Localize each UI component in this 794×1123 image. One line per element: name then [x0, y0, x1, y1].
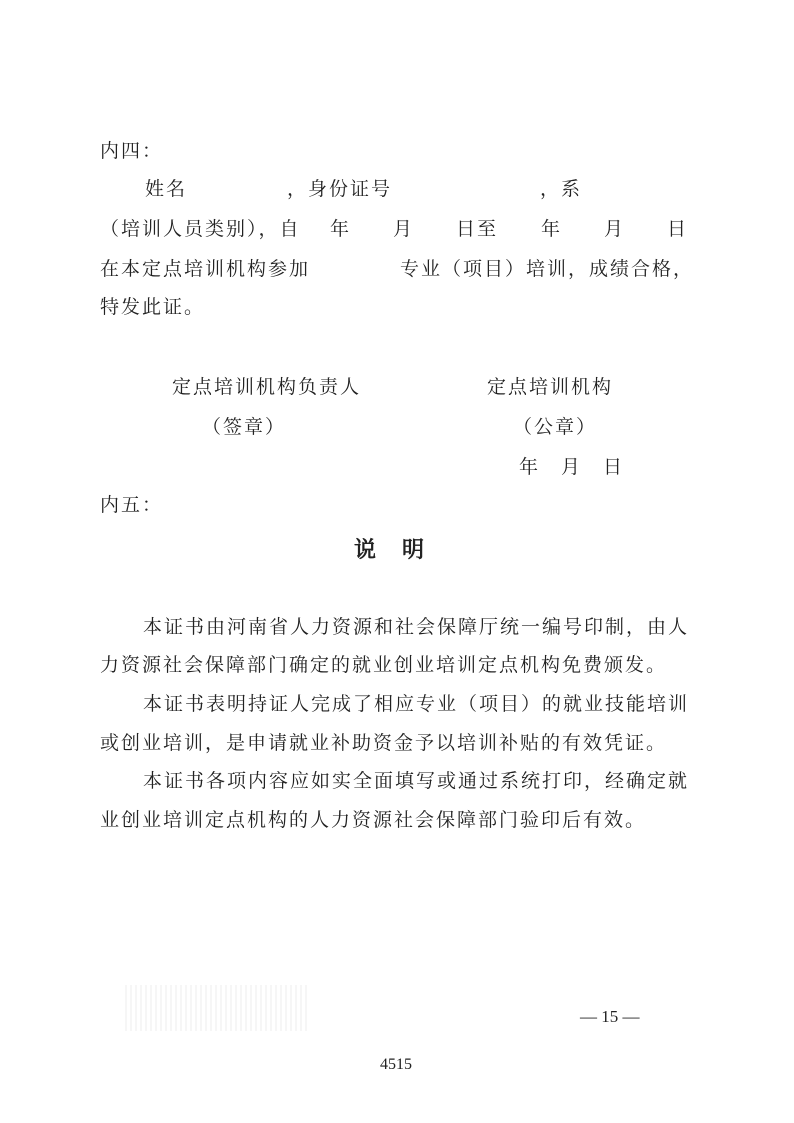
org-seal-label: （公章） [513, 416, 598, 438]
leader-seal-label: （签章） [202, 416, 287, 438]
leader-label: 定点培训机构负责人 [172, 376, 362, 398]
end-year-label: 年 [541, 218, 563, 240]
page-number: — 15 — [580, 1007, 640, 1026]
dept-label: ，系 [540, 178, 583, 200]
note-3-line-2: 业创业培训定点机构的人力资源社会保障部门验印后有效。 [100, 809, 647, 831]
training-org-label: 在本定点培训机构参加 [100, 258, 311, 280]
note-2-line-2: 或创业培训，是申请就业补助资金予以培训补贴的有效凭证。 [100, 732, 668, 754]
start-year-label: 年 [330, 218, 352, 240]
note-1-line-2: 力资源社会保障部门确定的就业创业培训定点机构免费颁发。 [100, 654, 668, 676]
name-label: 姓名 [145, 178, 188, 200]
issued-statement: 特发此证。 [100, 296, 206, 318]
notes-title: 说 明 [354, 537, 427, 563]
scan-artifact [125, 985, 310, 1031]
start-month-label: 月 [393, 218, 415, 240]
start-day-label: 日至 [456, 218, 499, 240]
end-month-label: 月 [604, 218, 626, 240]
major-label: 专业（项目）培训，成绩合格， [400, 258, 695, 280]
date-month-label: 月 [561, 456, 583, 478]
note-1-line-1: 本证书由河南省人力资源和社会保障厅统一编号印制，由人 [143, 616, 690, 638]
end-day-label: 日 [667, 218, 689, 240]
doc-number: 4515 [380, 1056, 412, 1073]
section5-label: 内五： [100, 494, 164, 516]
note-3-line-1: 本证书各项内容应如实全面填写或通过系统打印，经确定就 [143, 770, 690, 792]
date-day-label: 日 [603, 456, 625, 478]
org-label: 定点培训机构 [487, 376, 614, 398]
date-year-label: 年 [519, 456, 541, 478]
trainee-category-label: （培训人员类别），自 [100, 218, 301, 240]
id-label: ，身份证号 [287, 178, 393, 200]
note-2-line-1: 本证书表明持证人完成了相应专业（项目）的就业技能培训 [143, 693, 690, 715]
section4-label: 内四： [100, 140, 164, 162]
